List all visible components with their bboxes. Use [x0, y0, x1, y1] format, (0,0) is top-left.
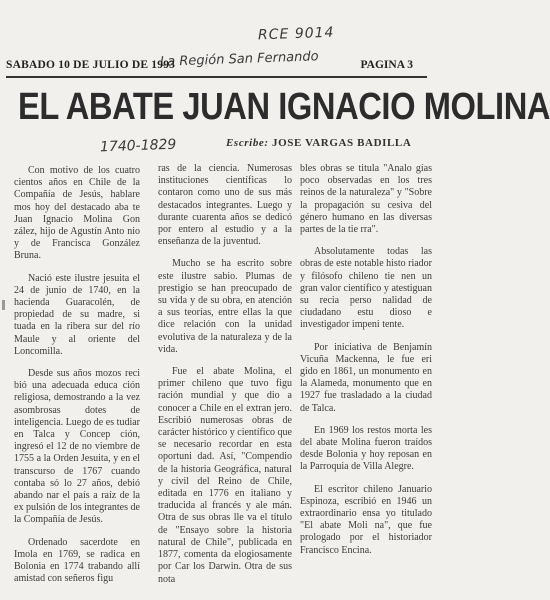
paragraph: Mucho se ha escrito sobre este ilustre sabio. Plumas de prestigio se han preocupado de su vida y de su obra, en atención a sus teorías, entre ellas la que dice relación con la unidad evolutiva de la naturaleza y de la vida. [158, 258, 292, 355]
header-rule [6, 76, 427, 78]
article-column-1 [14, 165, 140, 596]
page-number: PAGINA 3 [360, 59, 413, 71]
byline [226, 137, 411, 149]
article-headline: EL ABATE JUAN IGNACIO MOLINA [18, 86, 550, 128]
paragraph: El escritor chileno Januario Espinoza, escribió en 1946 un extraordinario ensa yo titulado "El abate Moli na", que fue prologado por el historiador Francisco Encina. [300, 483, 432, 556]
article-column-3 [300, 163, 432, 567]
paragraph: Fue el abate Molina, el primer chileno que tuvo figu ración mundial y que dio a conocer a Chile en el extran jero. Escribió numerosas obras de carácter histórico y científico que se necesario recordar en esta oportuni dad. Así, "Compendio de la historia Geográfica, natural y civil del Reino de Chile, editada en 1776 en italiano y traducida al francés y ale mán. Otra de sus obras lle va el título de "Ensayo sobre la historia natural de Chile", publicada en 1877, comenta da elogiosamente por Car los Darwin. Otra de sus nota [158, 366, 292, 585]
paragraph: Nació este ilustre jesuita el 24 de junio de 1740, en la hacienda Guaracolén, de propiedad de su madre, si tuada en la ribera sur del río Maule y al oriente del Loncomilla. [14, 272, 140, 357]
margin-mark [2, 300, 5, 310]
paragraph: Absolutamente todas las obras de este notable histo riador y filósofo chileno tie nen un gran valor científico y atestiguan su recia perso nalidad de ciudadano estu dioso e investigador impeni tente. [300, 246, 432, 331]
byline-author: JOSE VARGAS BADILLA [272, 137, 412, 149]
byline-label: Escribe: [226, 137, 269, 149]
paragraph: Desde sus años mozos reci bió una adecuada educa ción religiosa, demostrando a la vez asombrosas dotes de inteligencia. Luego de es tudiar en Talca y Concep ción, ingresó el 12 de no viembre de 1755 a la Orden Jesuita, y en el transcurso de 1767 cuando contaba só lo 27 años, debió abando nar el país a raíz de la ex pulsión de los integrantes de la Compañía de Jesús. [14, 368, 140, 526]
paragraph: Ordenado sacerdote en Imola en 1769, se radica en Bolonia en 1774 trabando allí amistad con señeros figu [14, 536, 140, 585]
handwritten-life-dates: 1740-1829 [99, 136, 177, 156]
paragraph: ras de la ciencia. Numerosas instituciones científicas lo contaron como uno de sus más destacados integrantes. Luego y durante cuarenta años se dedicó por entero al estudio y a la enseñanza de la juventud. [158, 163, 292, 248]
paragraph: Por iniciativa de Benjamín Vicuña Mackenna, le fue eri gido en 1861, un monumento en la Alameda, monumento que en 1927 fue trasladado a la ciudad de Talca. [300, 341, 432, 414]
handwritten-source-note: La Región San Fernando [159, 49, 319, 70]
issue-date: SABADO 10 DE JULIO DE 1993 [6, 59, 176, 71]
paragraph: Con motivo de los cuatro cientos años en Chile de la Compañía de Jesús, hablare mos hoy del destacado aba te Juan Ignacio Molina Gon zález, hijo de Agustín Anto nio y de Francisca González Bruna. [14, 165, 140, 262]
handwritten-catalog-code: RCE 9014 [257, 24, 335, 44]
paragraph: bles obras se titula "Analo gías poco observadas en los tres reinos de la naturaleza" y "Sobre la propagación su cesiva del género humano en las diversas partes de la tie rra". [300, 163, 432, 236]
paragraph: En 1969 los restos morta les del abate Molina fueron traídos desde Bolonia y hoy reposan en la Parroquia de Villa Alegre. [300, 424, 432, 473]
article-column-2 [158, 163, 292, 596]
